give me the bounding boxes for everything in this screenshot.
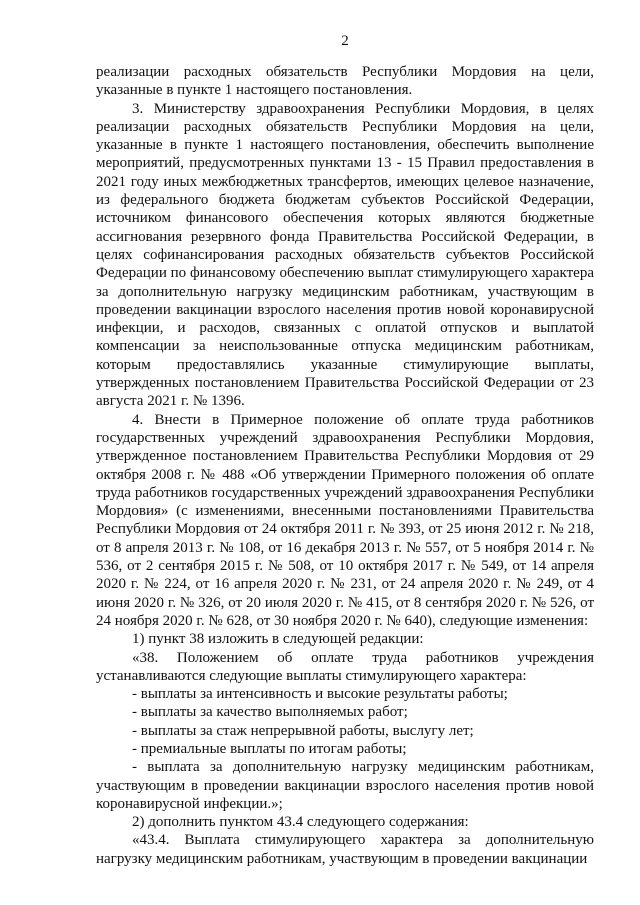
list-item: - выплаты за качество выполняемых работ; (132, 704, 408, 721)
subitem-2-intro: 2) дополнить пунктом 43.4 следующего содержания: (132, 814, 469, 831)
list-item: - выплата за дополнительную нагрузку медицинским работникам, участвующим в проведении вакцинации взрослого населения против новой коронавирусной инфекции.»; (96, 759, 594, 812)
document-body (96, 63, 594, 868)
list-item: - выплаты за стаж непрерывной работы, выслугу лет; (132, 722, 474, 739)
list-item: - выплаты за интенсивность и высокие результаты работы; (132, 686, 508, 703)
page-number: 2 (341, 33, 349, 49)
paragraph-item-4: 4. Внести в Примерное положение об оплате труда работников государственных учреждений здравоохранения Республики Мордовия, утвержденное постановлением Правительства Республики Мордовия от 29 октября 2008 г. № 488 «Об утверждении Примерного положения об оплате труда работников государственных учреждений здравоохранения Республики Мордовия» (с изменениями, внесенными постановлениями Правительства Республики Мордовия от 24 октября 2011 г. № 393, от 25 июня 2012 г. № 218, от 8 апреля 2013 г. № 108, от 16 декабря 2013 г. № 557, от 5 ноября 2014 г. № 536, от 2 сентября 2015 г. № 508, от 10 октября 2017 г. № 549, от 14 апреля 2020 г. № 224, от 16 апреля 2020 г. № 231, от 24 апреля 2020 г. № 249, от 4 июня 2020 г. № 326, от 20 июля 2020 г. № 415, от 8 сентября 2020 г. № 526, от 24 ноября 2020 г. № 628, от 30 ноября 2020 г. № 640), следующие изменения: (96, 411, 594, 629)
subitem-1-intro: 1) пункт 38 изложить в следующей редакции: (132, 631, 424, 648)
paragraph-continuation: реализации расходных обязательств Республики Мордовия на цели, указанные в пункте 1 настоящего постановления. (96, 64, 594, 99)
paragraph-item-3: 3. Министерству здравоохранения Республики Мордовия, в целях реализации расходных обязательств Республики Мордовия на цели, указанные в пункте 1 настоящего постановления, обеспечить выполнение мероприятий, предусмотренных пунктами 13 - 15 Правил предоставления в 2021 году иных межбюджетных трансфертов, имеющих целевое назначение, из федерального бюджета бюджетам субъектов Российской Федерации, источником финансового обеспечения которых являются бюджетные ассигнования резервного фонда Правительства Российской Федерации, в целях софинансирования расходных обязательств субъектов Российской Федерации по финансовому обеспечению выплат стимулирующего характера за дополнительную нагрузку медицинским работникам, участвующим в проведении вакцинации взрослого населения против новой коронавирусной инфекции, и расходов, связанных с оплатой отпусков и выплатой компенсации за неиспользованные отпуска медицинским работникам, которым предоставлялись указанные стимулирующие выплаты, утвержденных постановлением Правительства Российской Федерации от 23 августа 2021 г. № 1396. (96, 100, 594, 410)
list-item: - премиальные выплаты по итогам работы; (132, 740, 407, 757)
clause-43-4-start: «43.4. Выплата стимулирующего характера за дополнительную нагрузку медицинским работникам, участвующим в проведении вакцинации (96, 832, 594, 867)
clause-38-intro: «38. Положением об оплате труда работников учреждения устанавливаются следующие выплаты стимулирующего характера: (96, 649, 594, 684)
